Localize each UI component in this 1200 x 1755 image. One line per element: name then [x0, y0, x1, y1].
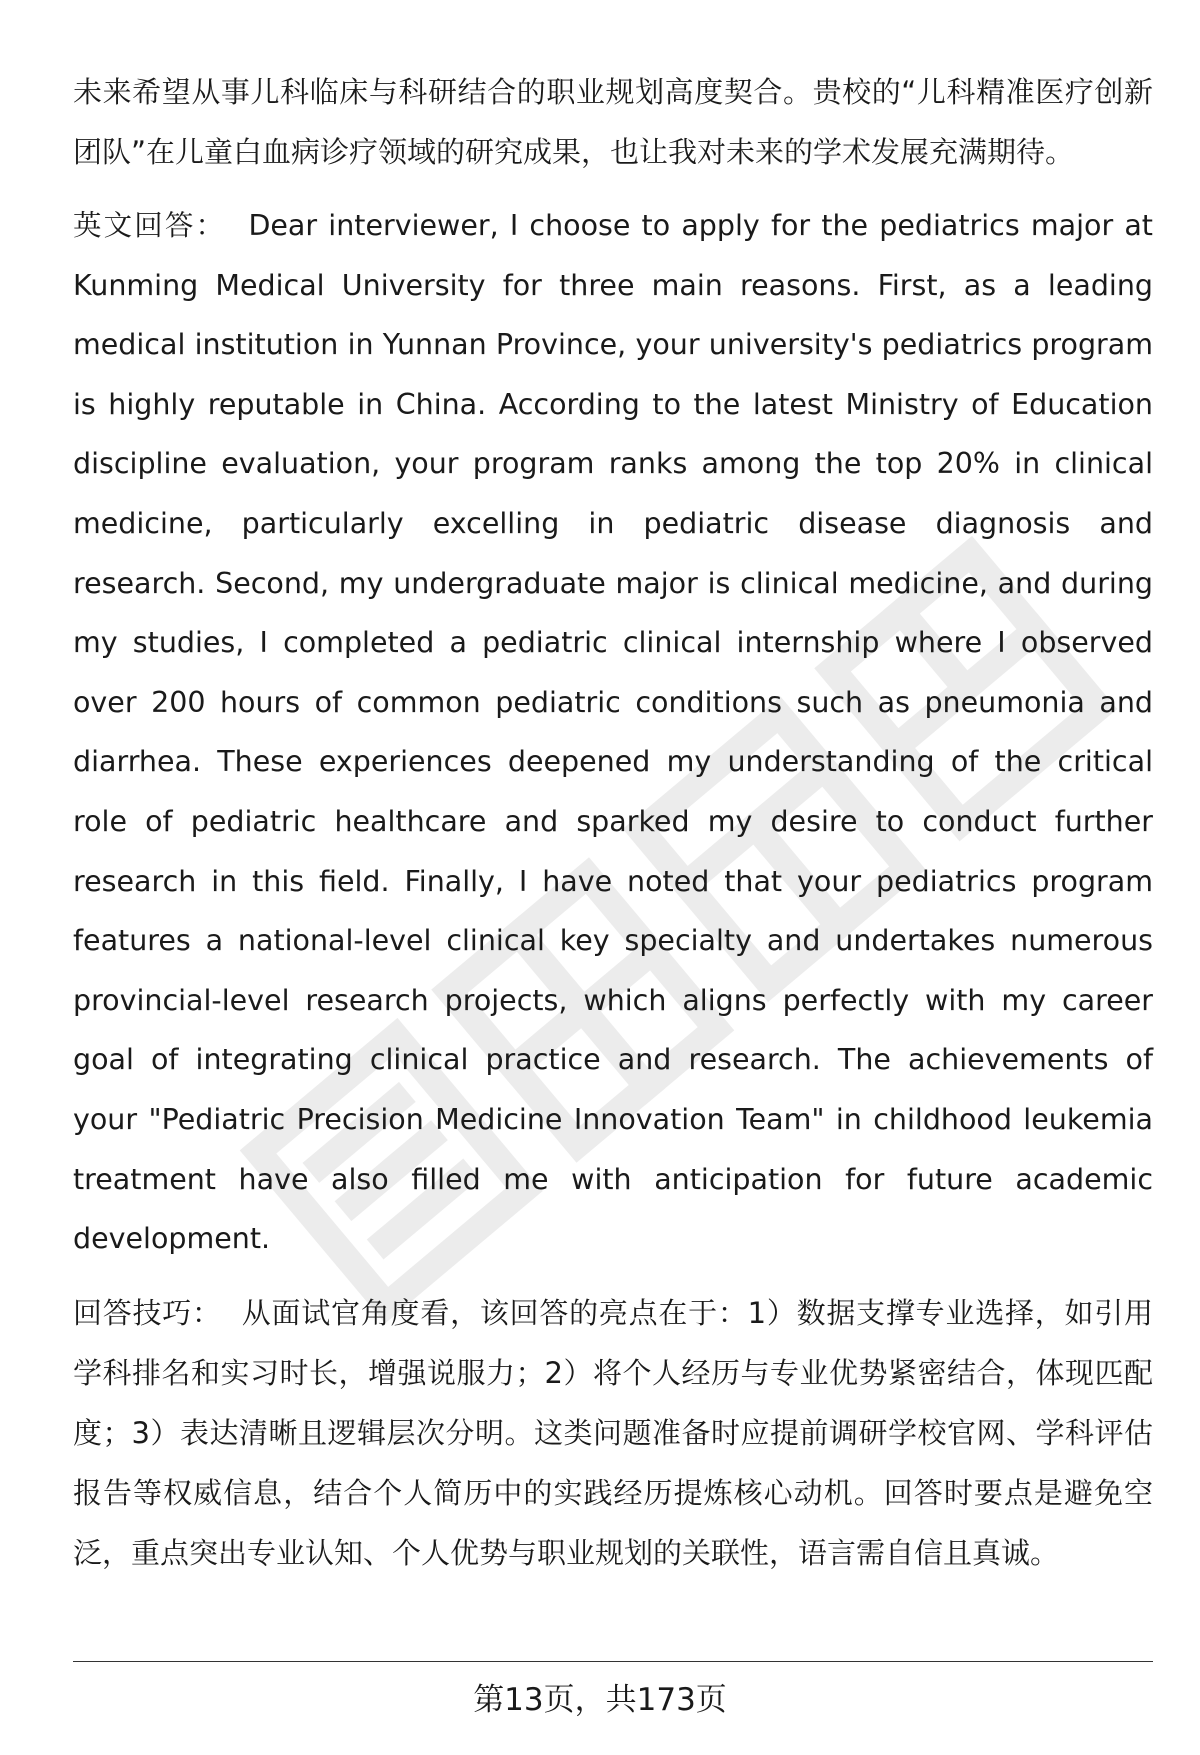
- english-answer-label: 英文回答：: [73, 209, 227, 242]
- paragraph-answer-tips: [73, 1283, 1153, 1583]
- english-answer-text: Dear interviewer, I choose to apply for the pediatrics major at Kunming Medical University for three main reasons. First, as a leading medical institution in Yunnan Province, your university's pediatrics program is highly reputable in China. According to the latest Ministry of Education discipline evaluation, your program ranks among the top 20% in clinical medicine, particularly excelling in pediatric disease diagnosis and research. Second, my undergraduate major is clinical medicine, and during my studies, I completed a pediatric clinical internship where I observed over 200 hours of common pediatric conditions such as pneumonia and diarrhea. These experiences deepened my understanding of the critical role of pediatric healthcare and sparked my desire to conduct further research in this field. Finally, I have noted that your pediatrics program features a national-level clinical key specialty and undertakes numerous provincial-level research projects, which aligns perfectly with my career goal of integrating clinical practice and research. The achievements of your "Pediatric Precision Medicine Innovation Team" in childhood leukemia treatment have also filled me with anticipation for future academic development.: [73, 209, 1153, 1256]
- page-number: 第13页，共173页: [473, 1682, 727, 1718]
- paragraph-intro-continuation: 未来希望从事儿科临床与科研结合的职业规划高度契合。贵校的“儿科精准医疗创新团队”在儿童白血病诊疗领域的研究成果，也让我对未来的学术发展充满期待。: [73, 75, 1153, 169]
- tips-label: 回答技巧：: [73, 1295, 222, 1330]
- footer-divider: [73, 1661, 1153, 1662]
- document-body: [73, 62, 1153, 1583]
- paragraph-english-answer: [73, 196, 1153, 1269]
- tips-text: 从面试官角度看，该回答的亮点在于：1）数据支撑专业选择，如引用学科排名和实习时长，增强说服力；2）将个人经历与专业优势紧密结合，体现匹配度；3）表达清晰且逻辑层次分明。这类问题准备时应提前调研学校官网、学科评估报告等权威信息，结合个人简历中的实践经历提炼核心动机。回答时要点是避免空泛，重点突出专业认知、个人优势与职业规划的关联性，语言需自信且真诚。: [73, 1295, 1153, 1570]
